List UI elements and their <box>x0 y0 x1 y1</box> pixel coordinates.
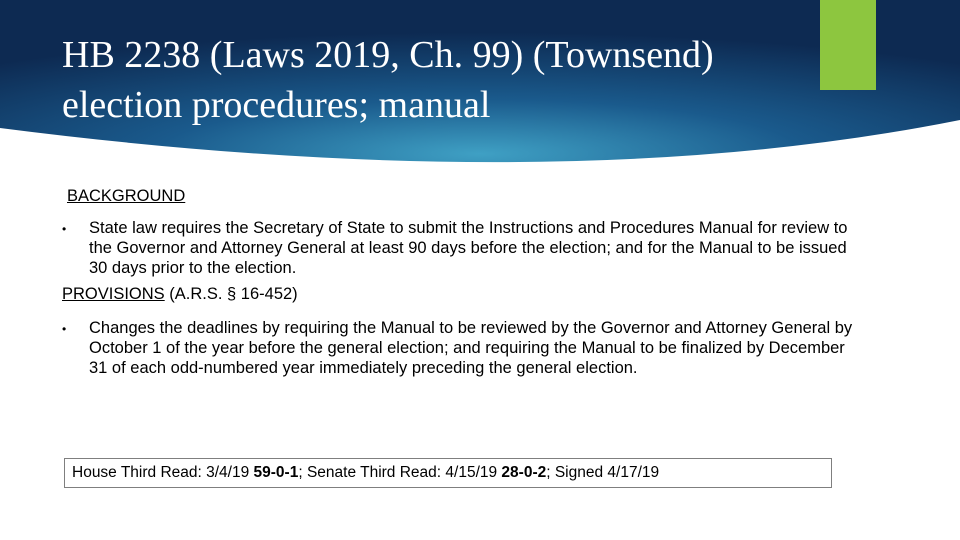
slide-title <box>62 30 822 130</box>
provisions-heading: PROVISIONS <box>62 285 165 303</box>
senate-vote: 28-0-2 <box>501 464 547 481</box>
title-line-1: HB 2238 (Laws 2019, Ch. 99) (Townsend) <box>62 34 714 76</box>
provisions-bullet-text: Changes the deadlines by requiring the Manual to be reviewed by the Governor and Attorney General by October 1 of the year before the general election; and requiring the Manual to be finalized by December 31 of each odd-numbered year immediately preceding the general election. <box>89 319 853 377</box>
house-vote: 59-0-1 <box>253 464 299 481</box>
green-accent-bar <box>820 0 876 90</box>
provisions-bullet <box>62 318 862 378</box>
title-line-2: election procedures; manual <box>62 84 491 126</box>
provisions-reference: (A.R.S. § 16-452) <box>164 285 298 303</box>
background-bullet <box>62 218 862 278</box>
slide-body <box>62 186 862 382</box>
background-bullet-text: State law requires the Secretary of State to submit the Instructions and Procedures Manual for review to the Governor and Attorney General at least 90 days before the election; and for the Manual to be issued 30 days prior to the election. <box>89 219 848 277</box>
senate-label: ; Senate Third Read: 4/15/19 <box>298 464 502 481</box>
background-heading: BACKGROUND <box>67 187 186 205</box>
provisions-heading-line <box>62 284 862 304</box>
house-label: House Third Read: 3/4/19 <box>72 464 254 481</box>
bullet-glyph: • <box>62 222 67 236</box>
vote-summary-box <box>64 458 832 488</box>
bullet-glyph: • <box>62 322 67 336</box>
signed-date: ; Signed 4/17/19 <box>546 464 660 481</box>
